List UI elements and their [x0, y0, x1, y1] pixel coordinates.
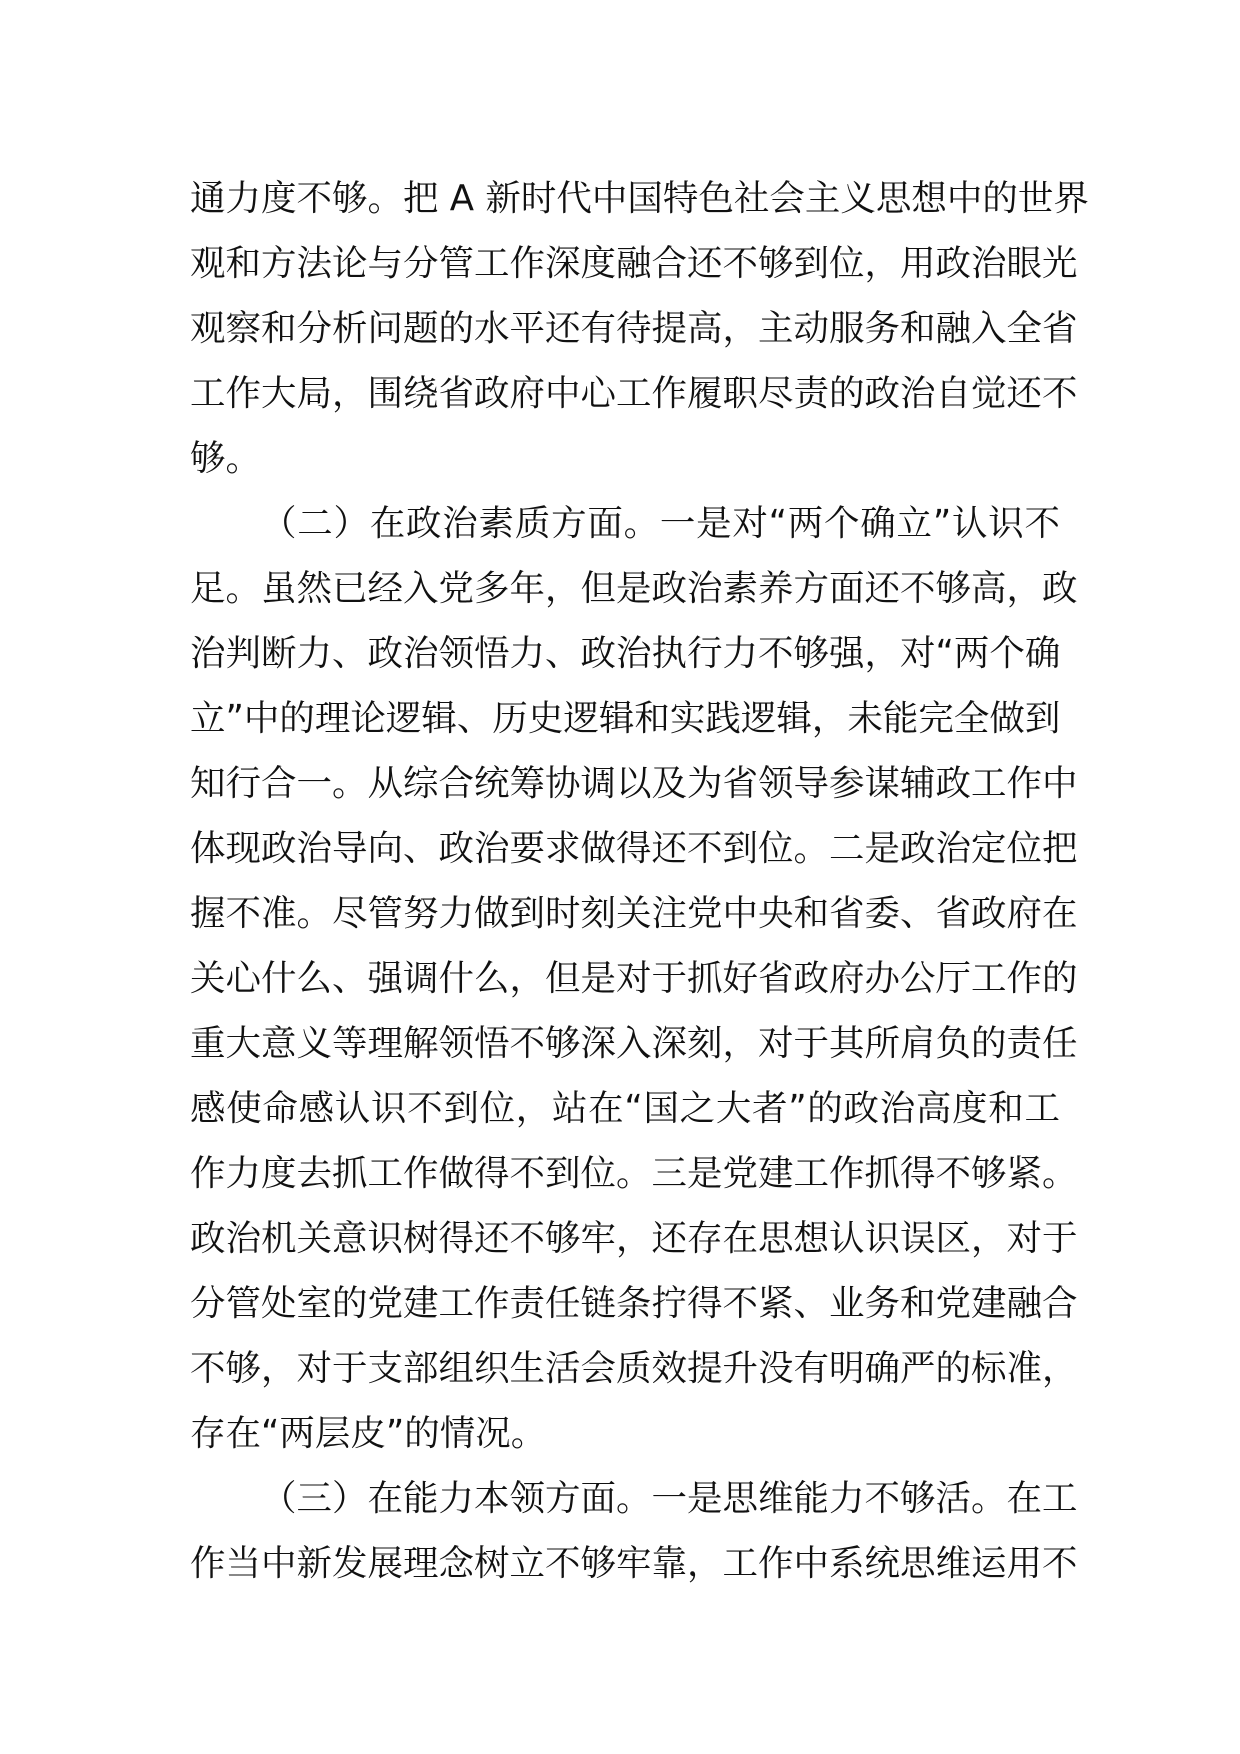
text-line: 知行合一。从综合统筹协调以及为省领导参谋辅政工作中 — [190, 763, 1078, 804]
text-line: 治判断力、政治领悟力、政治执行力不够强，对“两个确 — [190, 633, 1061, 674]
section-heading-line: （三）在能力本领方面。一是思维能力不够活。在工 — [261, 1478, 1078, 1519]
text-line: 体现政治导向、政治要求做得还不到位。二是政治定位把 — [190, 828, 1078, 869]
text-line: 存在“两层皮”的情况。 — [190, 1413, 547, 1454]
text-line: 关心什么、强调什么，但是对于抓好省政府办公厅工作的 — [190, 958, 1078, 999]
text-line: 观察和分析问题的水平还有待提高，主动服务和融入全省 — [190, 308, 1078, 349]
section-heading-line: （二）在政治素质方面。一是对“两个确立”认识不 — [261, 503, 1060, 544]
text-line: 重大意义等理解领悟不够深入深刻，对于其所肩负的责任 — [190, 1023, 1078, 1064]
text-line: 作当中新发展理念树立不够牢靠，工作中系统思维运用不 — [190, 1543, 1078, 1584]
text-line: 握不准。尽管努力做到时刻关注党中央和省委、省政府在 — [190, 893, 1078, 934]
text-line: 分管处室的党建工作责任链条拧得不紧、业务和党建融合 — [190, 1283, 1078, 1324]
text-line: 作力度去抓工作做得不到位。三是党建工作抓得不够紧。 — [190, 1153, 1078, 1194]
text-line: 感使命感认识不到位，站在“国之大者”的政治高度和工 — [190, 1088, 1060, 1129]
text-line: 足。虽然已经入党多年，但是政治素养方面还不够高，政 — [190, 568, 1078, 609]
text-line: 政治机关意识树得还不够牢，还存在思想认识误区，对于 — [190, 1218, 1078, 1259]
text-line: 通力度不够。把 A 新时代中国特色社会主义思想中的世界 — [190, 178, 1089, 219]
text-line: 不够，对于支部组织生活会质效提升没有明确严的标准， — [190, 1348, 1078, 1389]
text-line: 立”中的理论逻辑、历史逻辑和实践逻辑，未能完全做到 — [190, 698, 1061, 739]
document-page — [190, 166, 1089, 1596]
text-line: 观和方法论与分管工作深度融合还不够到位，用政治眼光 — [190, 243, 1078, 284]
text-line: 够。 — [190, 438, 262, 479]
text-line: 工作大局，围绕省政府中心工作履职尽责的政治自觉还不 — [190, 373, 1078, 414]
